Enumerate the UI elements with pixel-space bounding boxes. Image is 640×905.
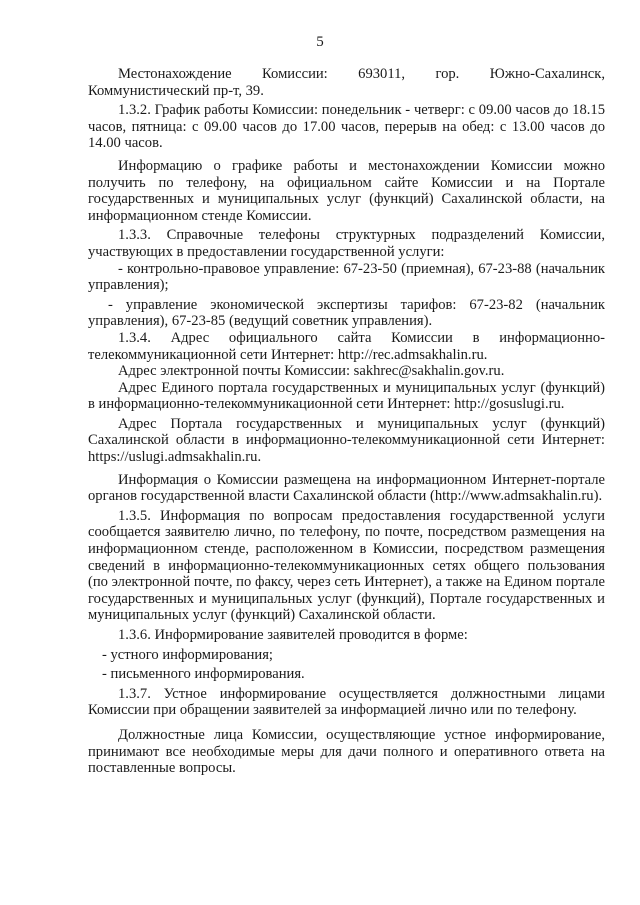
paragraph-1-3-6-inform-forms: 1.3.6. Информирование заявителей проводится в форме: [118, 627, 468, 643]
list-item-oral-informing: - устного информирования; [102, 646, 273, 663]
paragraph-email-address: Адрес электронной почты Комиссии: sakhrec@sakhalin.gov.ru. [118, 363, 505, 380]
paragraph-government-portal-info: Информация о Комиссии размещена на информационном Интернет-портале органов государственной власти Сахалинской области (http://www.admsakhalin.ru). [88, 471, 605, 505]
paragraph-schedule-info: Информацию о графике работы и местонахождении Комиссии можно получить по телефону, на официальном сайте Комиссии и на Портале государственных и муниципальных услуг (функций) Сахалинской области, на информационном стенде Комиссии. [88, 157, 605, 224]
page-number: 5 [316, 34, 324, 50]
paragraph-1-3-7-oral-informing: 1.3.7. Устное информирование осуществляется должностными лицами Комиссии при обращении заявителей за информацией лично или по телефону. [88, 685, 605, 719]
paragraph-commission-location: Местонахождение Комиссии: 693011, гор. Южно-Сахалинск, Коммунистический пр-т, 39. [88, 66, 605, 99]
list-item-written-informing: - письменного информирования. [102, 666, 305, 683]
paragraph-1-3-3-phones: 1.3.3. Справочные телефоны структурных подразделений Комиссии, участвующих в предоставлении государственной услуги: [88, 227, 605, 260]
list-item-control-legal-department: - контрольно-правовое управление: 67-23-50 (приемная), 67-23-88 (начальник управления); [88, 260, 605, 294]
document-body [88, 66, 605, 777]
paragraph-1-3-2-schedule: 1.3.2. График работы Комиссии: понедельник - четверг: с 09.00 часов до 18.15 часов, пятница: с 09.00 часов до 17.00 часов, перерыв на обед: с 13.00 часов до 14.00 часов. [88, 102, 605, 152]
list-item-economic-expertise-department: - управление экономической экспертизы тарифов: 67-23-82 (начальник управления), 67-23-85 (ведущий советник управления). [88, 296, 605, 330]
paragraph-1-3-5-information-channels: 1.3.5. Информация по вопросам предоставления государственной услуги сообщается заявителю лично, по телефону, по почте, посредством размещения на информационном стенде, расположенном в Комиссии, посредством размещения сведений в информационно-телекоммуникационных сетях общего пользования (по электронной почте, по факсу, через сеть Интернет), а также на Едином портале государственных и муниципальных услуг (функций), Портале государственных и муниципальных услуг (функций) Сахалинской области. [88, 507, 605, 624]
paragraph-officials-measures: Должностные лица Комиссии, осуществляющие устное информирование, принимают все необходимые меры для дачи полного и оперативного ответа на поставленные вопросы. [88, 726, 605, 777]
paragraph-unified-portal-address: Адрес Единого портала государственных и муниципальных услуг (функций) в информационно-телекоммуникационной сети Интернет: http://gosuslugi.ru. [88, 379, 605, 413]
paragraph-1-3-4-website: 1.3.4. Адрес официального сайта Комиссии в информационно-телекоммуникационной сети Интернет: http://rec.admsakhalin.ru. [88, 329, 605, 363]
paragraph-regional-portal-address: Адрес Портала государственных и муниципальных услуг (функций) Сахалинской области в информационно-телекоммуникационной сети Интернет: https://uslugi.admsakhalin.ru. [88, 415, 605, 466]
